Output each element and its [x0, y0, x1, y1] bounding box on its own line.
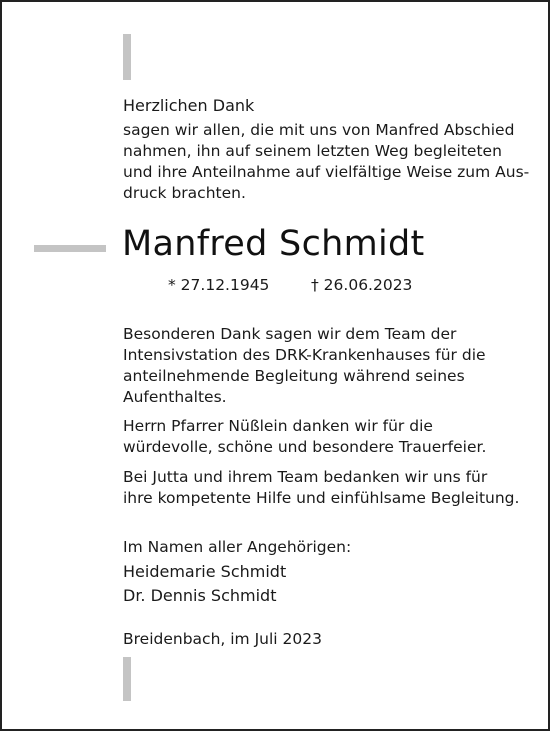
paragraph-line: anteilnehmende Begleitung während seines	[123, 367, 465, 385]
intro-paragraph	[123, 120, 529, 204]
signer-name: Heidemarie Schmidt	[123, 562, 287, 581]
intro-line: und ihre Anteilnahme auf vielfältige Weise zum Aus-	[123, 163, 530, 181]
intro-line: sagen wir allen, die mit uns von Manfred Abschied	[123, 121, 515, 139]
birth-date: * 27.12.1945	[168, 276, 270, 294]
thanks-paragraph-pastor	[123, 416, 486, 458]
signature-intro: Im Namen aller Angehörigen:	[123, 538, 352, 556]
thanks-paragraph-jutta	[123, 467, 519, 509]
intro-line: druck brachten.	[123, 184, 246, 202]
paragraph-line: Aufenthaltes.	[123, 388, 227, 406]
paragraph-line: würdevolle, schöne und besondere Trauerfeier.	[123, 438, 487, 456]
thanks-heading: Herzlichen Dank	[123, 96, 255, 115]
signer-name: Dr. Dennis Schmidt	[123, 586, 277, 605]
intro-line: nahmen, ihn auf seinem letzten Weg begleiteten	[123, 142, 502, 160]
thanks-paragraph-hospital	[123, 324, 486, 408]
paragraph-line: Intensivstation des DRK-Krankenhauses für die	[123, 346, 486, 364]
paragraph-line: Herrn Pfarrer Nüßlein danken wir für die	[123, 417, 433, 435]
bottom-accent-bar	[123, 657, 131, 701]
place-date: Breidenbach, im Juli 2023	[123, 630, 322, 648]
paragraph-line: Bei Jutta und ihrem Team bedanken wir uns für	[123, 468, 488, 486]
deceased-name: Manfred Schmidt	[122, 224, 425, 264]
paragraph-line: Besonderen Dank sagen wir dem Team der	[123, 325, 457, 343]
paragraph-line: ihre kompetente Hilfe und einfühlsame Begleitung.	[123, 489, 520, 507]
side-accent-bar	[34, 245, 106, 252]
top-accent-bar	[123, 34, 131, 80]
death-date: † 26.06.2023	[311, 276, 413, 294]
